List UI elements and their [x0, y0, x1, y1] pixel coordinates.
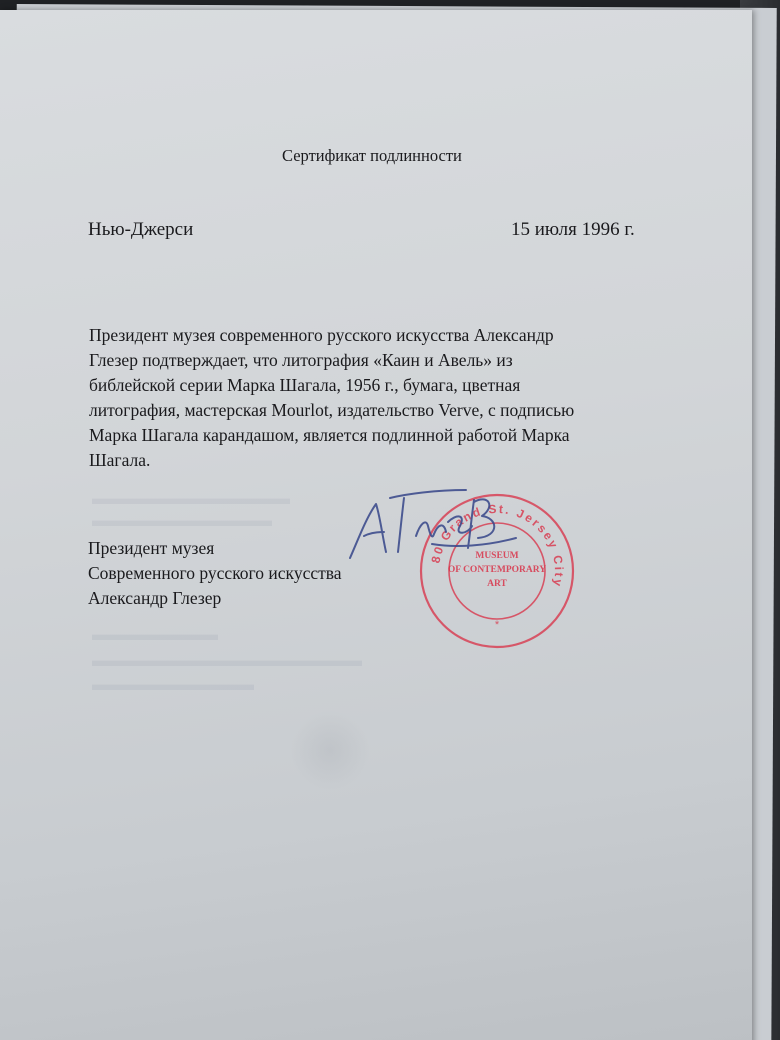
- bleed-through-text: ▬▬▬▬▬▬▬: [92, 624, 218, 644]
- body-line: Шагала.: [89, 450, 151, 470]
- bleed-through-text: ▬▬▬▬▬▬▬▬▬▬▬▬▬▬▬: [92, 650, 362, 670]
- document-title: Сертификат подлинности: [282, 146, 462, 165]
- body-line: Президент музея современного русского искусства Александр: [89, 325, 554, 345]
- bleed-through-text: ▬▬▬▬▬▬▬▬▬▬: [92, 510, 272, 530]
- stamp-inner-line: MUSEUM: [475, 551, 519, 561]
- body-line: Глезер подтверждает, что литография «Каин и Авель» из: [89, 350, 513, 370]
- body-line: библейской серии Марка Шагала, 1956 г., бумага, цветная: [89, 375, 521, 395]
- bleed-through-text: ▬▬▬▬▬▬▬▬▬: [92, 674, 254, 694]
- certificate-body: [89, 323, 669, 473]
- signatory-title: Президент музея: [88, 538, 215, 558]
- document-city: Нью-Джерси: [88, 219, 194, 240]
- signatory-block: [88, 536, 342, 611]
- body-line: литография, мастерская Mourlot, издательство Verve, с подписью: [89, 400, 575, 420]
- handwritten-signature: [336, 478, 536, 568]
- stamp-star-icon: *: [494, 619, 500, 631]
- signatory-organization: Современного русского искусства: [88, 563, 342, 583]
- stamp-inner-line: ART: [487, 579, 507, 589]
- stamp-inner-line: OF CONTEMPORARY: [447, 565, 547, 575]
- document-date: 15 июля 1996 г.: [511, 219, 635, 240]
- bleed-through-text: ▬▬▬▬▬▬▬▬▬▬▬: [92, 488, 290, 508]
- stamp-outer-text: 80 Grand St. Jersey City: [428, 501, 567, 590]
- paper-smudge: [290, 710, 370, 790]
- body-line: Марка Шагала карандашом, является подлинной работой Марка: [89, 425, 570, 445]
- signatory-name: Александр Глезер: [88, 588, 222, 608]
